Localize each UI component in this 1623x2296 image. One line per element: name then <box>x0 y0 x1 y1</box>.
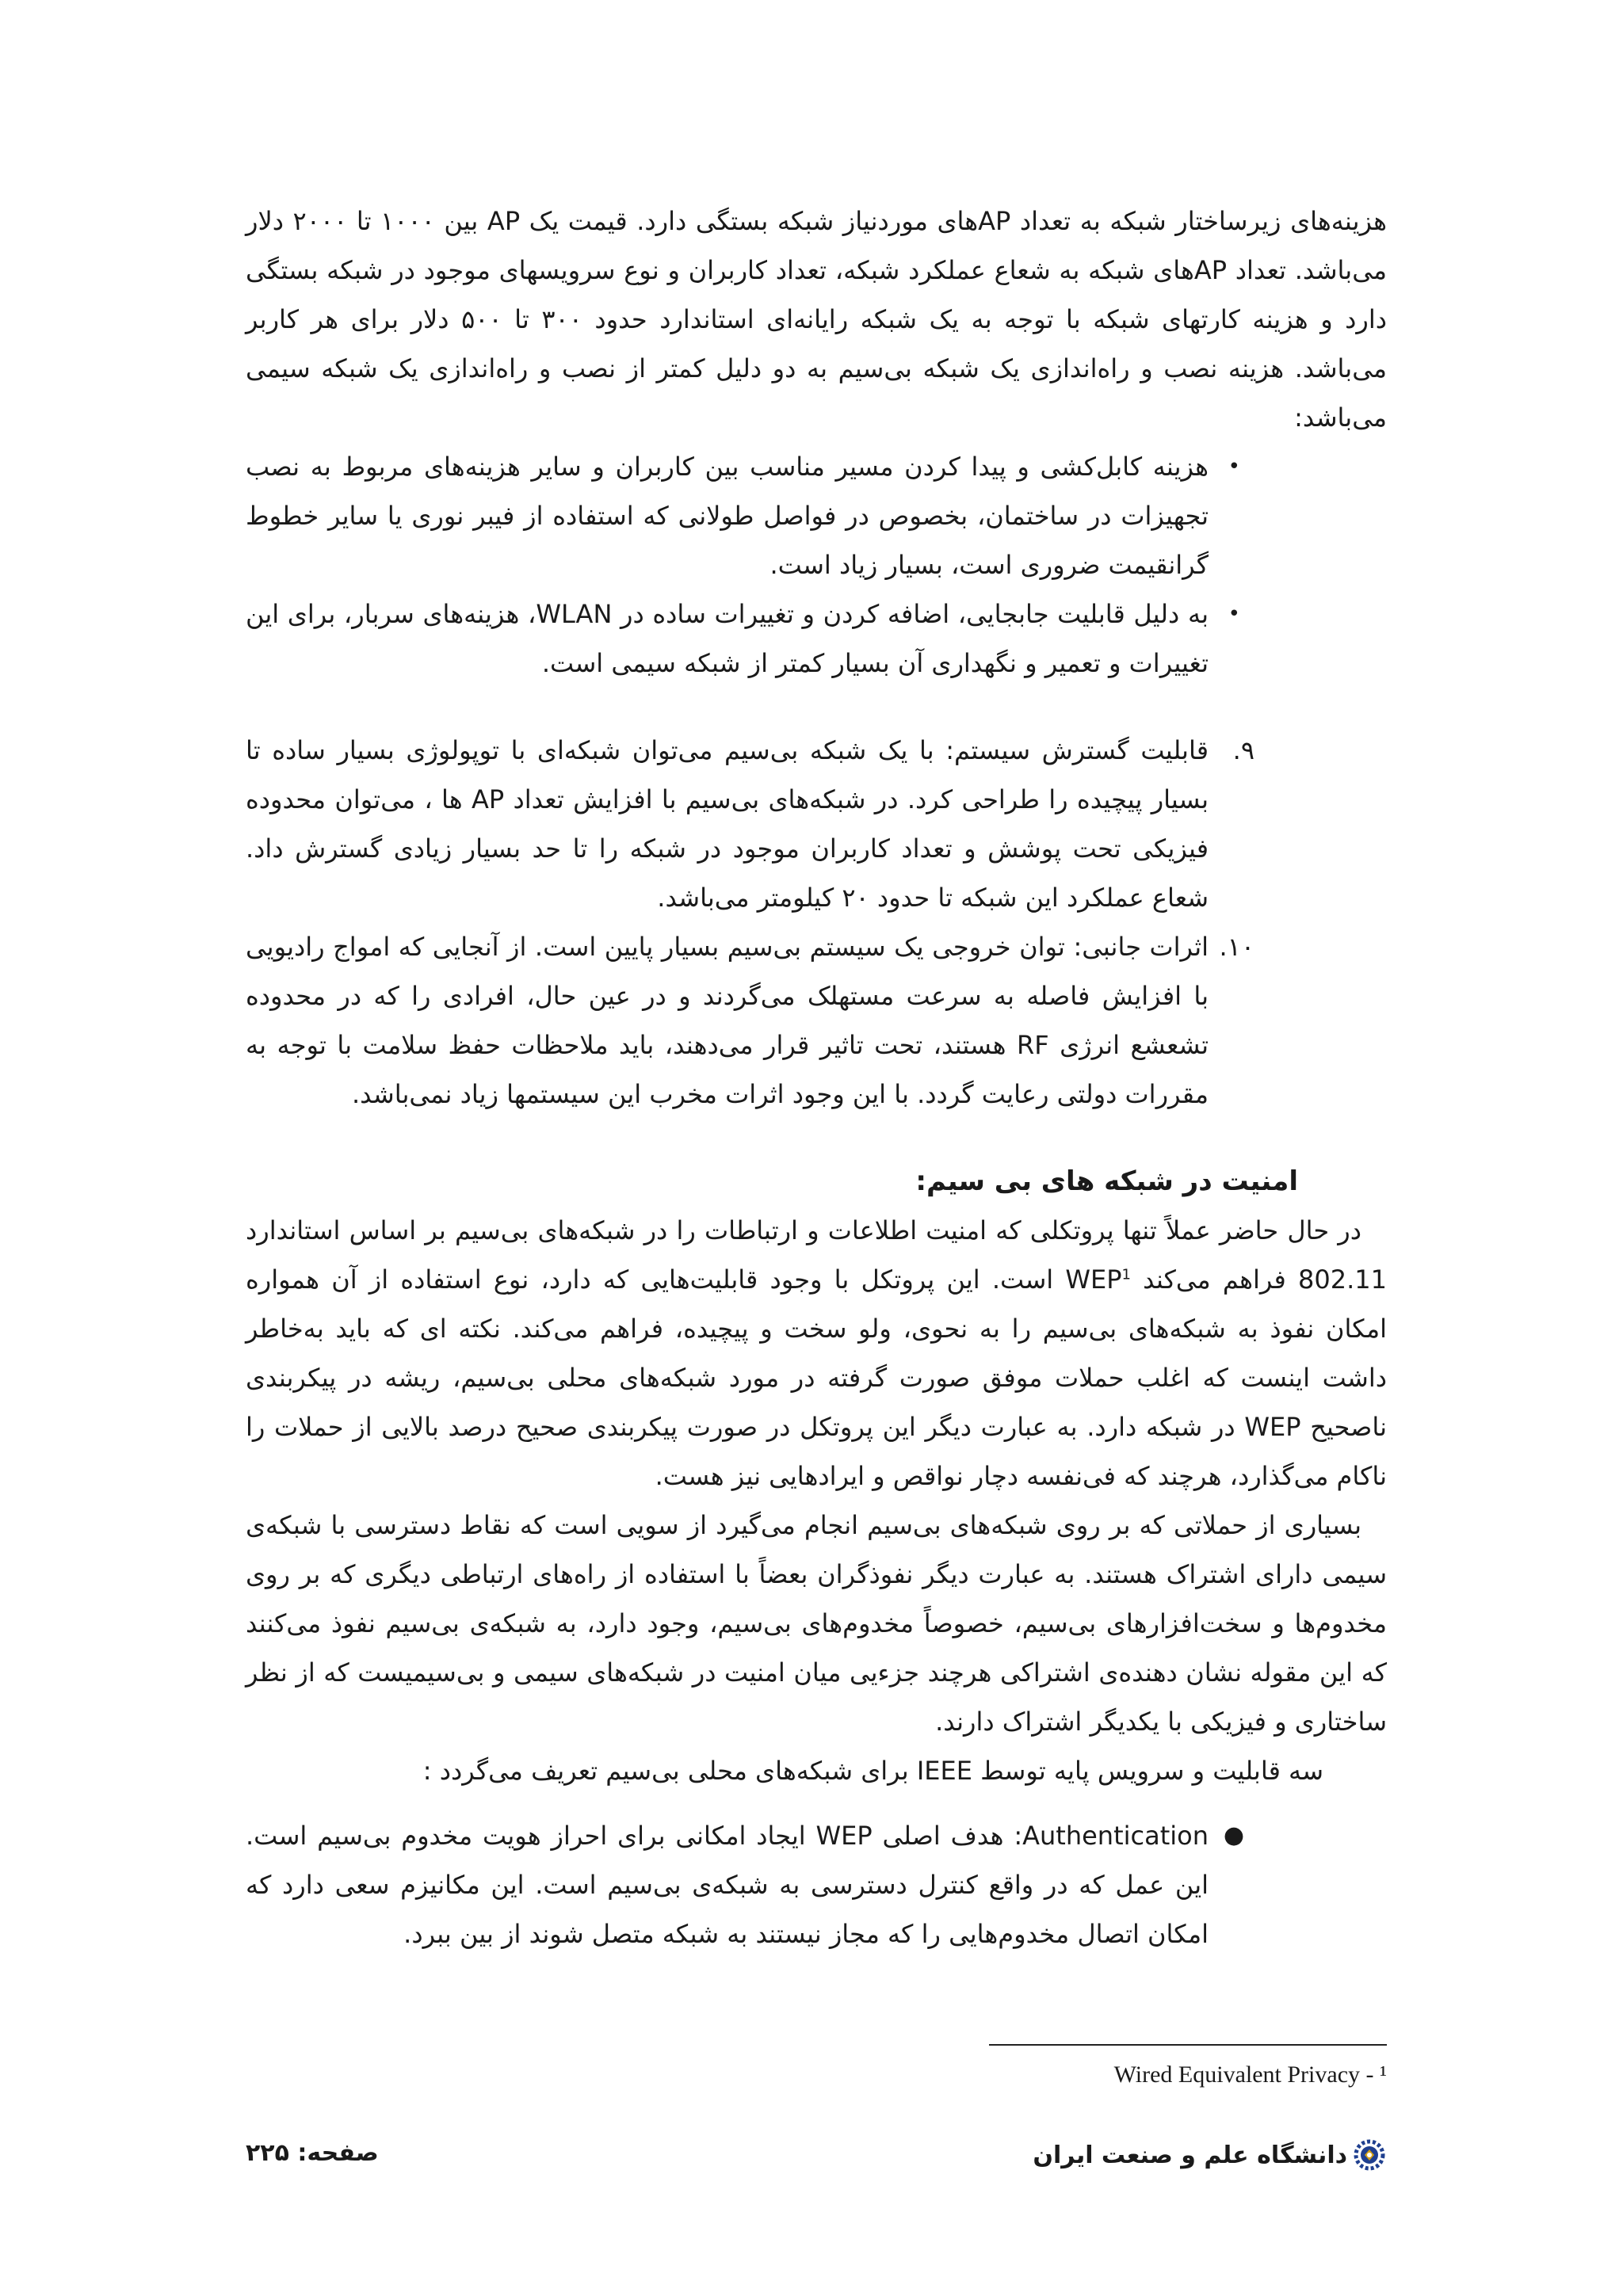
numbered-item-10: ۱۰. اثرات جانبی: توان خروجی یک سیستم بی‌سیم بسیار پایین است. از آنجایی که امواج رادیویی با افزایش فاصله به سرعت مستهلک می‌گردند و در عین حال، افرادی را که در محدوده تشعشع انرژی RF هستند، تحت تاثیر قرار می‌دهند، باید ملاحظات حفظ سلامت با توجه به مقررات دولتی رعایت گردد. با این وجود اثرات مخرب این سیستمها زیاد نمی‌باشد. <box>246 922 1209 1119</box>
bullet-icon: • <box>1228 455 1240 479</box>
footnote-separator <box>989 2044 1387 2046</box>
footnote-ref: 1 <box>1121 1266 1131 1283</box>
list-item: ● Authentication: هدف اصلی WEP ایجاد امکانی برای احراز هویت مخدوم بی‌سیم است. این عمل که در واقع کنترل دسترسی به شبکه‌ی بی‌سیم است. این مکانیزم سعی دارد که امکان اتصال مخدوم‌هایی را که مجاز نیستند به شبکه متصل شوند از بین ببرد. <box>246 1811 1209 1958</box>
footnote: Wired Equivalent Privacy - ¹ <box>1113 2061 1387 2088</box>
footer-university <box>1033 2139 1385 2171</box>
bullet-icon: ● <box>1223 1821 1244 1849</box>
item-number: ۱۰. <box>1219 932 1254 962</box>
list-item: • هزینه کابل‌کشی و پیدا کردن مسیر مناسب بین کاربران و سایر هزینه‌های مربوط به نصب تجهیزات در ساختمان، بخصوص در فواصل طولانی که استفاده از فیبر نوری یا سایر خطوط گرانقیمت ضروری است، بسیار زیاد است. <box>246 442 1209 589</box>
security-paragraph-3: سه قابلیت و سرویس پایه توسط IEEE برای شبکه‌های محلی بی‌سیم تعریف می‌گردد : <box>422 1756 1323 1786</box>
university-logo-icon <box>1354 2139 1385 2171</box>
section-heading: امنیت در شبکه های بی سیم: <box>915 1165 1298 1197</box>
security-paragraph-2: بسیاری از حملاتی که بر روی شبکه‌های بی‌سیم انجام می‌گیرد از سویی است که نقاط دسترسی با شبکه‌ی سیمی دارای اشتراک هستند. به عبارت دیگر نفوذگران بعضاً با استفاده از راه‌های ارتباطی دیگری که بر روی مخدوم‌ها و سخت‌افزارهای بی‌سیم، خصوصاً مخدوم‌های بی‌سیم، وجود دارد، به شبکه‌ی بی‌سیم نفوذ می‌کنند که این مقوله نشان دهنده‌ی اشتراکی هرچند جزءیی میان امنیت در شبکه‌های سیمی و بی‌سیمیست که از نظر ساختاری و فیزیکی با یکدیگر اشتراک دارند. <box>246 1510 1387 1737</box>
cost-paragraph: هزینه‌های زیرساختار شبکه به تعداد APهای موردنیاز شبکه بستگی دارد. قیمت یک AP بین ۱۰۰۰ تا ۲۰۰۰ دلار می‌باشد. تعداد APهای شبکه به شعاع عملکرد شبکه، تعداد کاربران و نوع سرویسهای موجود در شبکه بستگی دارد و هزینه کارتهای شبکه با توجه به یک شبکه رایانه‌ای استاندارد حدود ۳۰۰ تا ۵۰۰ دلار برای هر کاربر می‌باشد. هزینه نصب و راه‌اندازی یک شبکه بی‌سیم به دو دلیل کمتر از نصب و راه‌اندازی یک شبکه سیمی می‌باشد: <box>246 206 1388 433</box>
university-name: دانشگاه علم و صنعت ایران <box>1033 2141 1347 2169</box>
security-paragraph-1: در حال حاضر عملاً تنها پروتکلی که امنیت اطلاعات و ارتباطات را در شبکه‌های بی‌سیم بر اساس استاندارد 802.11 فراهم می‌کند WEP$^1$ است. این پروتکل با وجود قابلیت‌هایی که دارد، نوع استفاده از آن همواره امکان نفوذ به شبکه‌های بی‌سیم را به نحوی، ولو سخت و پیچیده، فراهم می‌کند. نکته ای که باید به‌خاطر داشت اینست که اغلب حملات موفق صورت گرفته در مورد شبکه‌های محلی بی‌سیم، ریشه در پیکربندی ناصحیح WEP در شبکه دارد. به عبارت دیگر این پروتکل در صورت پیکربندی صحیح درصد بالایی از حملات را ناکام می‌گذارد، هرچند که فی‌نفسه دچار نواقص و ایرادهایی نیز هست. <box>246 1215 1388 1491</box>
numbered-item-9: ۹. قابلیت گسترش سیستم: با یک شبکه بی‌سیم می‌توان شبکه‌ای با توپولوژی بسیار ساده تا بسیار پیچیده را طراحی کرد. در شبکه‌های بی‌سیم با افزایش تعداد AP ها ، می‌توان محدوده فیزیکی تحت پوشش و تعداد کاربران موجود در شبکه را تا حد بسیار زیادی گسترش داد. شعاع عملکرد این شبکه تا حدود ۲۰ کیلومتر می‌باشد. <box>246 726 1209 922</box>
page-number: صفحه: ۲۲۵ <box>246 2139 379 2167</box>
item-number: ۹. <box>1232 735 1254 765</box>
bullet-icon: • <box>1228 602 1240 626</box>
list-item: • به دلیل قابلیت جابجایی، اضافه کردن و تغییرات ساده در WLAN، هزینه‌های سربار، برای این تغییرات و تعمیر و نگهداری آن بسیار کمتر از شبکه سیمی است. <box>246 589 1209 688</box>
